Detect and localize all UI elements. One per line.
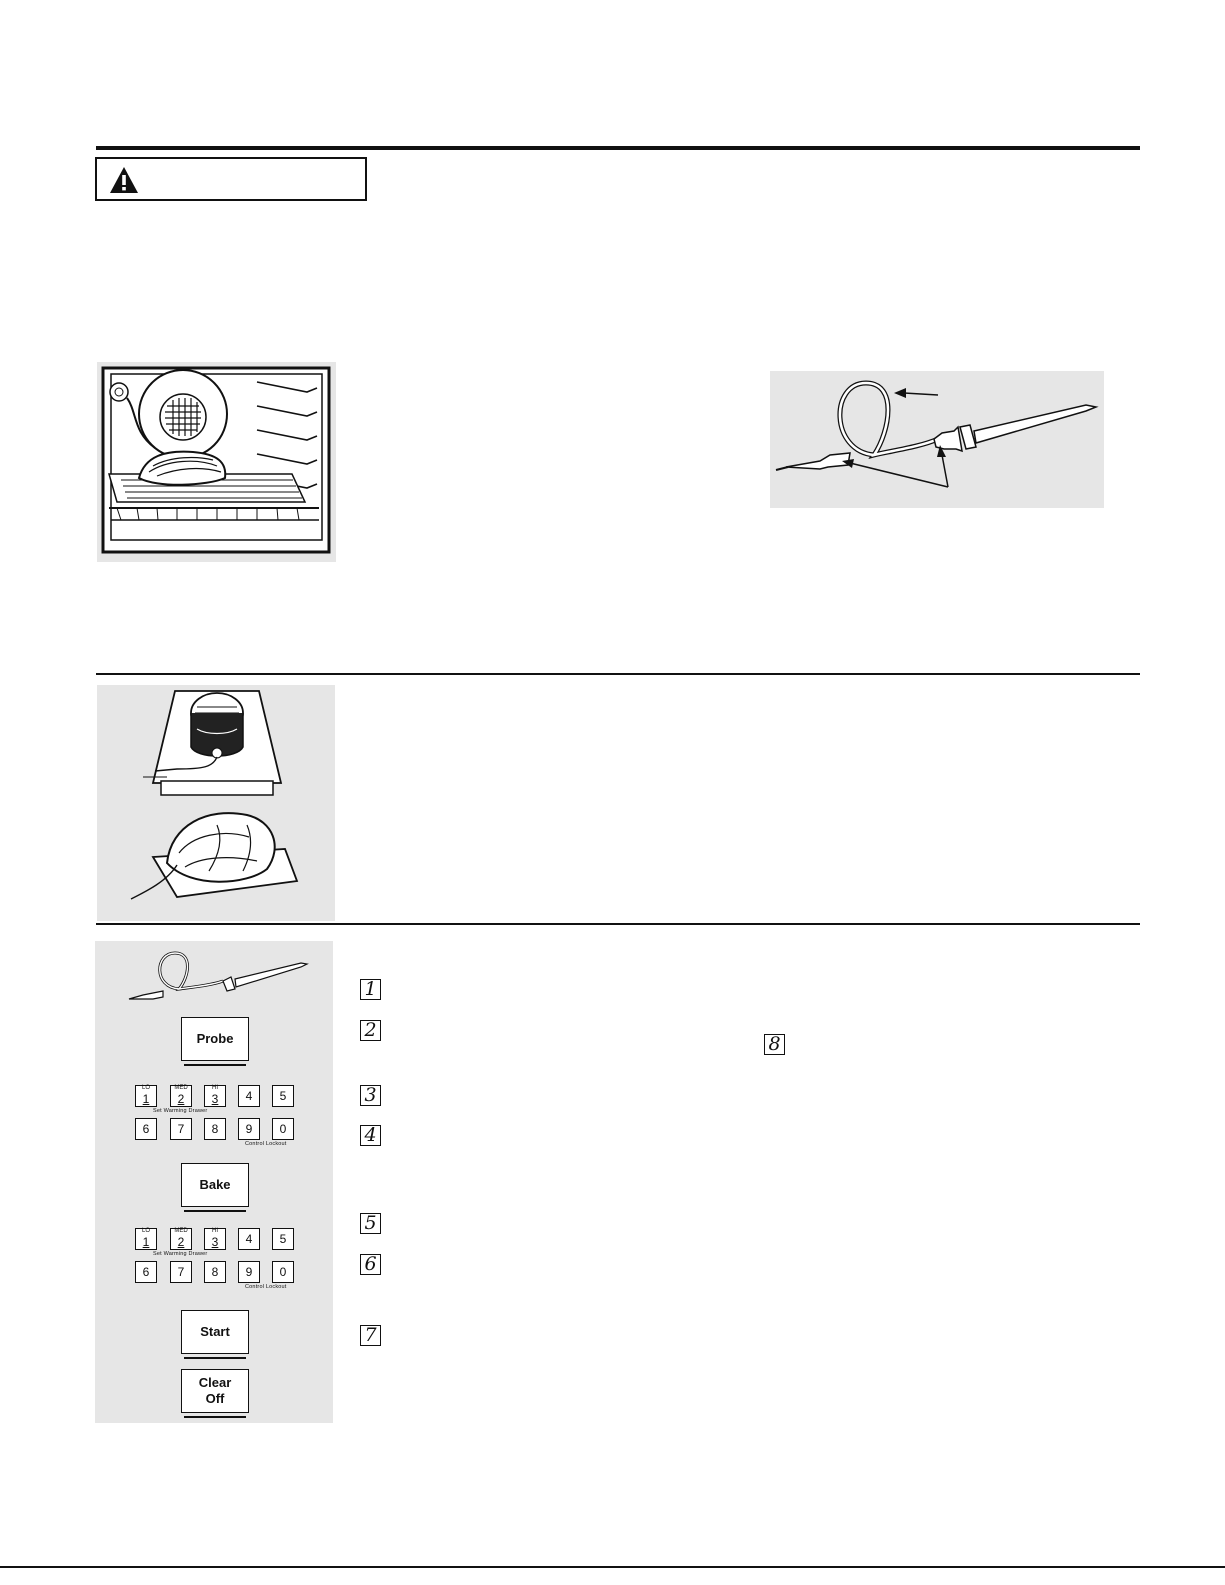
key-3-hi[interactable] (204, 1085, 226, 1107)
key-8[interactable]: 8 (204, 1261, 226, 1283)
key-9[interactable]: 9 (238, 1118, 260, 1140)
key-sup: HI (212, 1085, 218, 1091)
key-7[interactable]: 7 (170, 1118, 192, 1140)
warning-triangle-icon (109, 166, 139, 194)
key-num: 2 (177, 1235, 185, 1249)
probe-illustration (770, 371, 1104, 508)
key-2-med[interactable] (170, 1085, 192, 1107)
key-0[interactable]: 0 (272, 1261, 294, 1283)
key-num: 3 (211, 1235, 219, 1249)
key-num: 2 (177, 1092, 185, 1106)
start-button[interactable] (181, 1310, 249, 1354)
key-1-lo[interactable] (135, 1085, 157, 1107)
step-3-number: 3 (360, 1085, 381, 1106)
key-0[interactable]: 0 (272, 1118, 294, 1140)
oven-interior-illustration (97, 362, 336, 562)
clear-off-button-label (182, 1375, 248, 1407)
key-8[interactable]: 8 (204, 1118, 226, 1140)
number-keypad-2 (133, 1225, 303, 1289)
bake-button[interactable] (181, 1163, 249, 1207)
top-rule (96, 146, 1140, 150)
clear-off-button[interactable] (181, 1369, 249, 1413)
warning-box (95, 157, 367, 201)
control-panel-panel (95, 941, 333, 1423)
probe-button-label: Probe (196, 1031, 234, 1046)
lower-rule (96, 923, 1140, 925)
probe-in-food-illustration (97, 685, 335, 921)
set-warming-drawer-label: Set Warming Drawer (153, 1108, 208, 1114)
step-2-number: 2 (360, 1020, 381, 1041)
key-sup: MED (174, 1228, 188, 1234)
start-button-label: Start (200, 1324, 230, 1339)
bake-button-label: Bake (199, 1177, 231, 1192)
number-keypad-1 (133, 1082, 303, 1146)
key-5[interactable]: 5 (272, 1085, 294, 1107)
key-5[interactable]: 5 (272, 1228, 294, 1250)
step-6-number: 6 (360, 1254, 381, 1275)
step-7-number: 7 (360, 1325, 381, 1346)
key-sup: MED (174, 1085, 188, 1091)
probe-small-illustration (123, 947, 309, 1007)
probe-button[interactable] (181, 1017, 249, 1061)
key-2-med[interactable] (170, 1228, 192, 1250)
key-sup: LO (141, 1085, 150, 1091)
key-3-hi[interactable] (204, 1228, 226, 1250)
key-6[interactable]: 6 (135, 1261, 157, 1283)
bottom-rule (0, 1566, 1225, 1568)
step-5-number: 5 (360, 1213, 381, 1234)
key-6[interactable]: 6 (135, 1118, 157, 1140)
control-lockout-label: Control Lockout (245, 1284, 287, 1290)
key-1-lo[interactable] (135, 1228, 157, 1250)
key-num: 3 (211, 1092, 219, 1106)
key-4[interactable]: 4 (238, 1228, 260, 1250)
key-sup: HI (212, 1228, 218, 1234)
key-num: 1 (142, 1092, 150, 1106)
clear-label: Clear (198, 1375, 232, 1390)
control-lockout-label: Control Lockout (245, 1141, 287, 1147)
key-9[interactable]: 9 (238, 1261, 260, 1283)
set-warming-drawer-label: Set Warming Drawer (153, 1251, 208, 1257)
key-7[interactable]: 7 (170, 1261, 192, 1283)
key-sup: LO (141, 1228, 150, 1234)
middle-rule (96, 673, 1140, 675)
step-8-number: 8 (764, 1034, 785, 1055)
key-num: 1 (142, 1235, 150, 1249)
off-label: Off (205, 1391, 225, 1406)
key-4[interactable]: 4 (238, 1085, 260, 1107)
step-4-number: 4 (360, 1125, 381, 1146)
step-1-number: 1 (360, 979, 381, 1000)
